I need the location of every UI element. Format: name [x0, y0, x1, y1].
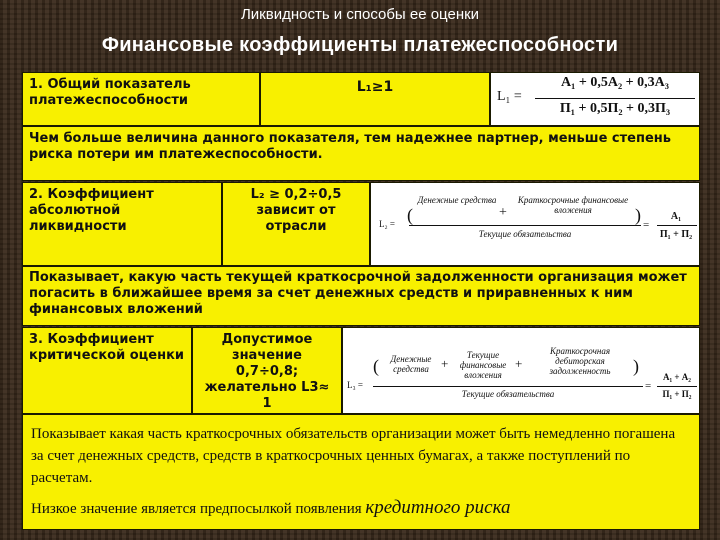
description-text: Показывает какая часть краткосрочных обязательств организации может быть немедленно погашена за счет денежных средств, средств в краткосрочных ценных бумагах, а также поступлений по расчетам.: [31, 426, 676, 486]
formula-lhs: L₃ =: [347, 380, 363, 390]
risk-note-emphasis: кредитного риска: [365, 497, 511, 518]
indicator-name-3: 3. Коэффициент критической оценки: [22, 327, 192, 414]
formula-result-numerator: А₁: [670, 211, 682, 222]
formula-lhs: L₂ =: [379, 219, 395, 229]
risk-note-text: Низкое значение является предпосылкой появления: [31, 501, 366, 517]
indicator-description-3: [22, 414, 700, 530]
paren-open: (: [407, 205, 413, 225]
section-heading: Ликвидность и способы ее оценки: [240, 6, 480, 23]
plus-sign: +: [499, 205, 507, 220]
term-receivables: Краткосрочная дебиторская задолженность: [549, 346, 611, 376]
slide-title: Финансовые коэффициенты платежеспособности: [101, 34, 619, 56]
term-current-investments: Текущие финансовые вложения: [459, 350, 507, 380]
indicator-name-2: 2. Коэффициент абсолютной ликвидности: [22, 182, 222, 266]
equals-sign: =: [645, 380, 652, 392]
fraction-bar: [657, 386, 697, 387]
risk-note: [31, 497, 691, 520]
paren-close: ): [635, 205, 641, 225]
equals-sign: =: [643, 219, 650, 231]
term-short-investments: Краткосрочные финансовые вложения: [517, 195, 629, 215]
paren-close: ): [633, 356, 639, 376]
formula-result-denominator: П₁ + П₂: [662, 389, 692, 399]
plus-sign: +: [515, 356, 523, 371]
formula-lhs: L₁ =: [497, 89, 522, 104]
indicator-norm-1: L₁≥1: [260, 72, 490, 126]
formula-numerator: А₁ + 0,5А₂ + 0,3А₃: [561, 75, 669, 90]
fraction-bar: [409, 225, 641, 226]
formula-denominator: П₁ + 0,5П₂ + 0,3П₃: [559, 101, 671, 116]
term-cash: Денежные средства: [390, 354, 432, 374]
formula-2: [370, 182, 700, 266]
formula-result-denominator: П₁ + П₂: [659, 229, 693, 240]
indicator-name-1: 1. Общий показатель платежеспособности: [22, 72, 260, 126]
term-cash: Денежные средства: [417, 195, 497, 205]
indicator-description-2: Показывает, какую часть текущей краткосрочной задолженности организация может погасить в ближайшее время за счет денежных средств и приравненных к ним финансовых вложений: [22, 266, 700, 326]
fraction-bar: [535, 98, 695, 99]
formula-result-numerator: А₁ + А₂: [662, 372, 692, 382]
indicator-norm-2: L₂ ≥ 0,2÷0,5 зависит от отрасли: [222, 182, 370, 266]
plus-sign: +: [441, 356, 449, 371]
indicator-norm-3: Допустимое значение 0,7÷0,8; желательно L3≈ 1: [192, 327, 342, 414]
fraction-bar: [657, 225, 697, 226]
formula-denominator: Текущие обязательства: [461, 389, 555, 399]
formula-1: [490, 72, 700, 126]
formula-3: [342, 327, 700, 414]
fraction-bar: [373, 386, 643, 387]
paren-open: (: [373, 356, 379, 376]
indicator-description-1: Чем больше величина данного показателя, тем надежнее партнер, меньше степень риска потери им платежеспособности.: [22, 126, 700, 181]
formula-denominator: Текущие обязательства: [478, 229, 572, 239]
